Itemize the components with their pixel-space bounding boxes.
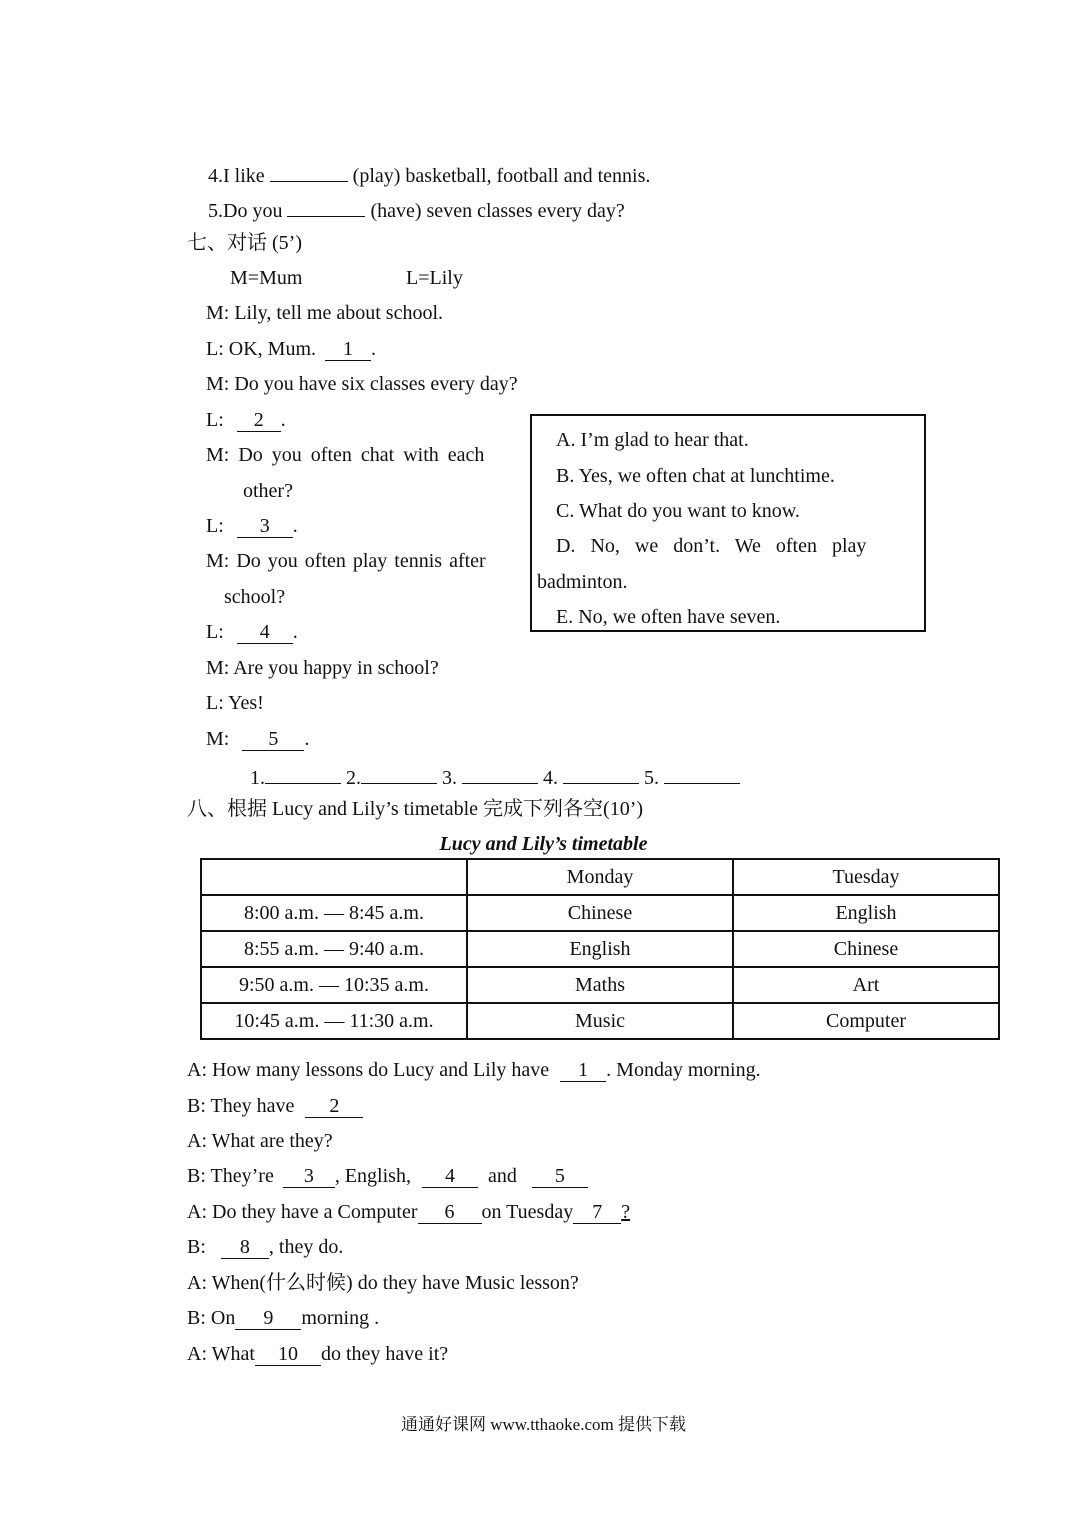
answer-blank-1[interactable] xyxy=(265,762,341,784)
timetable-caption: Lucy and Lily’s timetable xyxy=(439,833,648,855)
choices-box xyxy=(530,414,926,632)
dialog-line: M: 5 . xyxy=(206,728,310,750)
answer-blank-5[interactable] xyxy=(664,762,740,784)
choice-b: B. Yes, we often chat at lunchtime. xyxy=(556,465,835,487)
speaker-key-mum: M=Mum xyxy=(230,267,303,289)
dialog-line: L: OK, Mum. 1 . xyxy=(206,338,376,360)
table-row xyxy=(201,895,999,931)
timetable-blank-2[interactable]: 2 xyxy=(305,1096,363,1118)
table-cell: Maths xyxy=(467,967,733,1003)
table-cell: Art xyxy=(733,967,999,1003)
dialog-line: A: How many lessons do Lucy and Lily have 1 . Monday morning. xyxy=(187,1059,761,1081)
page-footer: 通通好课网 www.tthaoke.com 提供下载 xyxy=(400,1415,687,1434)
dialog-blank-1[interactable]: 1 xyxy=(325,339,371,361)
table-row xyxy=(201,931,999,967)
dialog-line: L: 4 . xyxy=(206,621,298,643)
timetable-blank-5[interactable]: 5 xyxy=(532,1166,588,1188)
dialog-line: other? xyxy=(243,480,293,502)
answer-row: 1. 2. 3. 4. 5. xyxy=(250,762,740,790)
table-header-row xyxy=(201,859,999,895)
dialog-line: A: Do they have a Computer 6 on Tuesday 7 ? xyxy=(187,1201,631,1223)
dialog-line: B: They have 2 xyxy=(187,1094,363,1118)
answer-blank-2[interactable] xyxy=(361,762,437,784)
dialog-line: L: 2 . xyxy=(206,409,286,431)
timetable-blank-1[interactable]: 1 xyxy=(560,1060,606,1082)
time-cell: 8:55 a.m. — 9:40 a.m. xyxy=(201,931,467,967)
timetable-blank-6[interactable]: 6 xyxy=(418,1202,482,1224)
table-cell: Chinese xyxy=(733,931,999,967)
dialog-line: B: 8 , they do. xyxy=(187,1236,344,1258)
time-cell: 8:00 a.m. — 8:45 a.m. xyxy=(201,895,467,931)
time-cell: 10:45 a.m. — 11:30 a.m. xyxy=(201,1003,467,1039)
dialog-line: M: Are you happy in school? xyxy=(206,657,439,679)
dialog-blank-4[interactable]: 4 xyxy=(237,622,293,644)
choice-a: A. I’m glad to hear that. xyxy=(556,429,749,451)
speaker-key-lily: L=Lily xyxy=(406,267,463,289)
timetable xyxy=(200,858,1000,1040)
dialog-line: M: Do you have six classes every day? xyxy=(206,373,518,395)
dialog-line: L: Yes! xyxy=(206,692,264,714)
choice-e: E. No, we often have seven. xyxy=(556,606,781,628)
table-row xyxy=(201,1003,999,1039)
choice-c: C. What do you want to know. xyxy=(556,500,800,522)
timetable-blank-3[interactable]: 3 xyxy=(283,1166,335,1188)
timetable-blank-8[interactable]: 8 xyxy=(221,1237,269,1259)
answer-blank-4[interactable] xyxy=(563,762,639,784)
table-cell: Chinese xyxy=(467,895,733,931)
dialog-line: A: When(什么时候) do they have Music lesson? xyxy=(187,1272,579,1294)
dialog-blank-5[interactable]: 5 xyxy=(242,729,304,751)
dialog-line: L: 3 . xyxy=(206,515,298,537)
dialog-line: M: Do you often play tennis after xyxy=(206,550,486,572)
choice-d-cont: badminton. xyxy=(537,571,628,593)
dialog-line: B: They’re 3 , English, 4 and 5 xyxy=(187,1164,588,1188)
timetable-blank-4[interactable]: 4 xyxy=(422,1166,478,1188)
dialog-line: M: Do you often chat with each xyxy=(206,444,485,466)
question-5: 5.Do you (have) seven classes every day? xyxy=(208,195,625,223)
choice-d: D. No, we don’t. We often play xyxy=(556,535,867,557)
header-cell xyxy=(201,859,467,895)
question-4: 4.I like (play) basketball, football and tennis. xyxy=(208,160,650,188)
dialog-line: school? xyxy=(224,586,286,608)
dialog-blank-3[interactable]: 3 xyxy=(237,516,293,538)
dialog-line: A: What 10 do they have it? xyxy=(187,1343,449,1365)
dialog-line: A: What are they? xyxy=(187,1130,333,1152)
header-cell: Monday xyxy=(467,859,733,895)
answer-blank[interactable] xyxy=(287,195,365,217)
answer-blank[interactable] xyxy=(270,160,348,182)
dialog-blank-2[interactable]: 2 xyxy=(237,410,281,432)
timetable-blank-10[interactable]: 10 xyxy=(255,1344,321,1366)
table-cell: Computer xyxy=(733,1003,999,1039)
header-cell: Tuesday xyxy=(733,859,999,895)
section-8-title: 八、根据 Lucy and Lily’s timetable 完成下列各空(10’) xyxy=(187,798,644,820)
table-row xyxy=(201,967,999,1003)
table-cell: English xyxy=(467,931,733,967)
dialog-line: B: On 9 morning . xyxy=(187,1307,380,1329)
timetable-blank-7[interactable]: 7 xyxy=(573,1202,621,1224)
table-cell: English xyxy=(733,895,999,931)
table-cell: Music xyxy=(467,1003,733,1039)
time-cell: 9:50 a.m. — 10:35 a.m. xyxy=(201,967,467,1003)
answer-blank-3[interactable] xyxy=(462,762,538,784)
timetable-blank-9[interactable]: 9 xyxy=(235,1308,301,1330)
section-7-title: 七、对话 (5’) xyxy=(187,232,302,254)
dialog-line: M: Lily, tell me about school. xyxy=(206,302,444,324)
